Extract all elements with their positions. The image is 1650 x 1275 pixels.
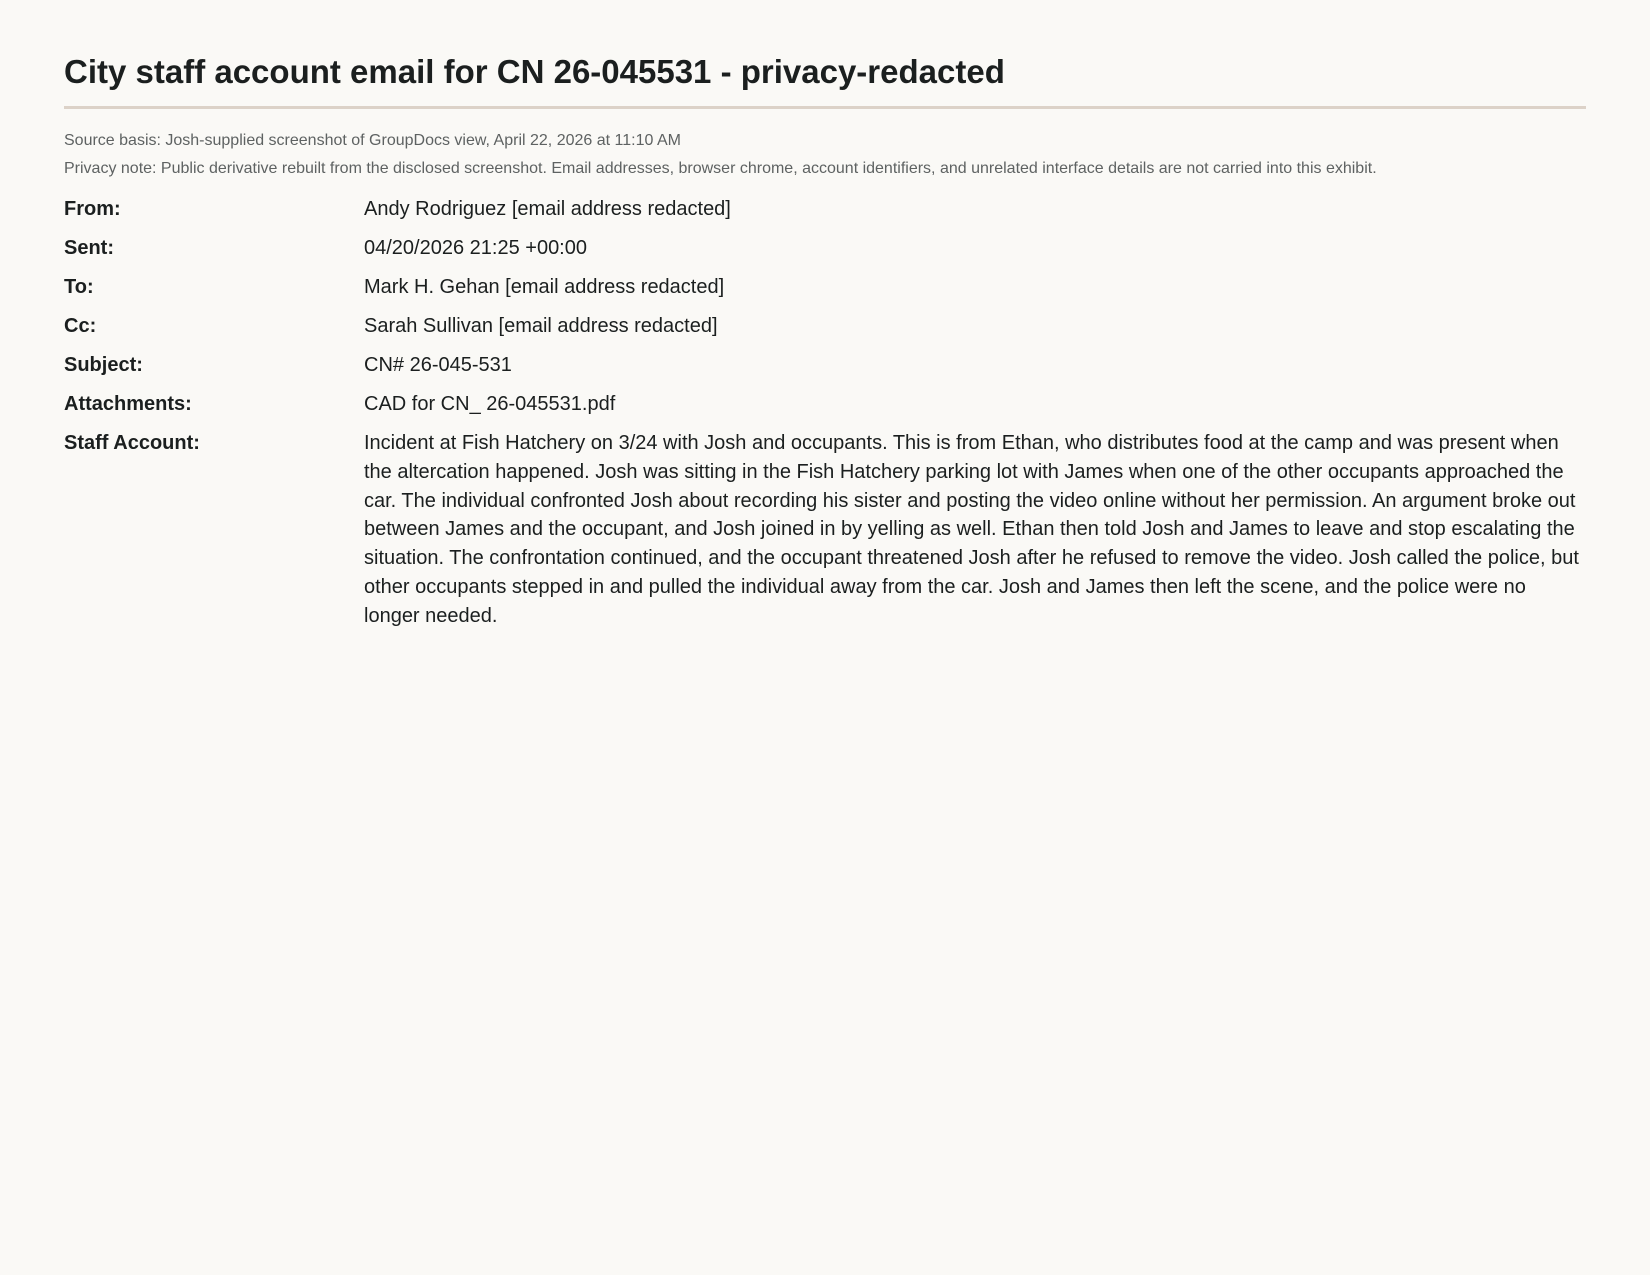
attachments-value: CAD for CN_ 26-045531.pdf [364, 393, 616, 415]
subject-value: CN# 26-045-531 [364, 354, 512, 376]
staff-account-label: Staff Account: [64, 432, 200, 454]
source-basis-note: Source basis: Josh-supplied screenshot of GroupDocs view, April 22, 2026 at 11:10 AM [64, 132, 681, 149]
field-row-cc [64, 312, 1586, 341]
to-label: To: [64, 276, 94, 298]
to-value: Mark H. Gehan [email address redacted] [364, 276, 725, 298]
field-row-subject [64, 351, 1586, 380]
from-value: Andy Rodriguez [email address redacted] [364, 198, 731, 220]
attachments-label: Attachments: [64, 393, 192, 415]
sent-value: 04/20/2026 21:25 +00:00 [364, 237, 587, 259]
field-row-staff-account [64, 429, 1586, 631]
privacy-note: Privacy note: Public derivative rebuilt from the disclosed screenshot. Email addresses, browser chrome, account identifiers, and unrelated interface details are not carried into this exhibit. [64, 160, 1377, 177]
field-row-from [64, 195, 1586, 224]
field-row-sent [64, 234, 1586, 263]
from-label: From: [64, 198, 121, 220]
cc-value: Sarah Sullivan [email address redacted] [364, 315, 718, 337]
field-row-attachments [64, 390, 1586, 419]
field-row-to [64, 273, 1586, 302]
email-fields [64, 195, 1586, 631]
cc-label: Cc: [64, 315, 97, 337]
page-title: City staff account email for CN 26-045531 - privacy-redacted [64, 53, 1005, 90]
title-divider [64, 106, 1586, 109]
staff-account-body: Incident at Fish Hatchery on 3/24 with Josh and occupants. This is from Ethan, who distributes food at the camp and was present when the altercation happened. Josh was sitting in the Fish Hatchery parking lot with James when one of the other occupants approached the car. The individual confronted Josh about recording his sister and posting the video online without her permission. An argument broke out between James and the occupant, and Josh joined in by yelling as well. Ethan then told Josh and James to leave and stop escalating the situation. The confrontation continued, and the occupant threatened Josh after he refused to remove the video. Josh called the police, but other occupants stepped in and pulled the individual away from the car. Josh and James then left the scene, and the police were no longer needed. [364, 432, 1579, 627]
sent-label: Sent: [64, 237, 114, 259]
subject-label: Subject: [64, 354, 143, 376]
